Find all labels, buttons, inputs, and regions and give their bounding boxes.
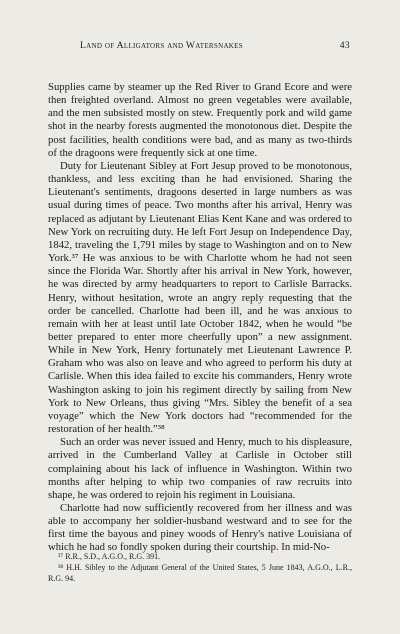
paragraph: Such an order was never issued and Henry, much to his displeasure, arrived in the Cumberland Valley at Carlisle in October still complaining about his lack of influence in Washington. Within two months after helping to whip two companies of raw recruits into shape, he was ordered to rejoin his regiment in Louisiana. — [48, 436, 352, 501]
paragraph: Supplies came by steamer up the Red River to Grand Ecore and were then freighted overland. Almost no green vegetables were available, and the men subsisted mostly on stew. Frequently pork and wild game shot in the nearby forests augmented the monotonous diet. Despite the post facilities, health conditions were bad, and as many as two-thirds of the dragoons were frequently sick at one time. — [48, 81, 352, 159]
page-number: 43 — [339, 40, 350, 51]
footnote: ³⁸ H.H. Sibley to the Adjutant General of the United States, 5 June 1843, A.G.O., L.R., R.G. 94. — [48, 563, 352, 583]
footnote: ³⁷ R.R., S.D., A.G.O., R.G. 391. — [58, 552, 161, 561]
running-header — [48, 40, 350, 54]
paragraph: Charlotte had now sufficiently recovered from her illness and was able to accompany her soldier-husband westward and to see for the first time the bayous and piney woods of Henry's native Louisiana of which he had so fondly spoken during their courtship. In mid-No- — [48, 502, 352, 554]
paragraph: Duty for Lieutenant Sibley at Fort Jesup proved to be monotonous, thankless, and less exciting than he had envisioned. Sharing the Lieutenant's sentiments, dragoons deserted in large numbers as was usual during times of peace. Two months after his arrival, Henry was replaced as adjutant by Lieutenant Elias Kent Kane and was ordered to New York on recruiting duty. He left Fort Jesup on Independence Day, 1842, traveling the 1,791 miles by stage to Washington and on to New York.³⁷ He was anxious to be with Charlotte whom he had not seen since the Florida War. Shortly after his arrival in New York, however, he was directed by army headquarters to report to Carlisle Barracks. Henry, without hesitation, wrote an angry reply requesting that the order be cancelled. Charlotte had been ill, and he was anxious to remain with her at least until late October 1842, when he would “be better prepared to enter more cheerfully upon” a new assignment. While in New York, Henry fortunately met Lieutenant Lawrence P. Graham who was also on leave and who agreed to perform his duty at Carlisle. When this idea failed to excite his commanders, Henry wrote Washington asking to join his regiment directly by sailing from New York to New Orleans, thus giving “Mrs. Sibley the benefit of a sea voyage” which the New York doctors had “recommended for the restoration of her health.”³⁸ — [48, 159, 352, 436]
running-title: Land of Alligators and Watersnakes — [80, 40, 243, 51]
footnotes — [48, 552, 352, 585]
body-text — [48, 81, 352, 555]
